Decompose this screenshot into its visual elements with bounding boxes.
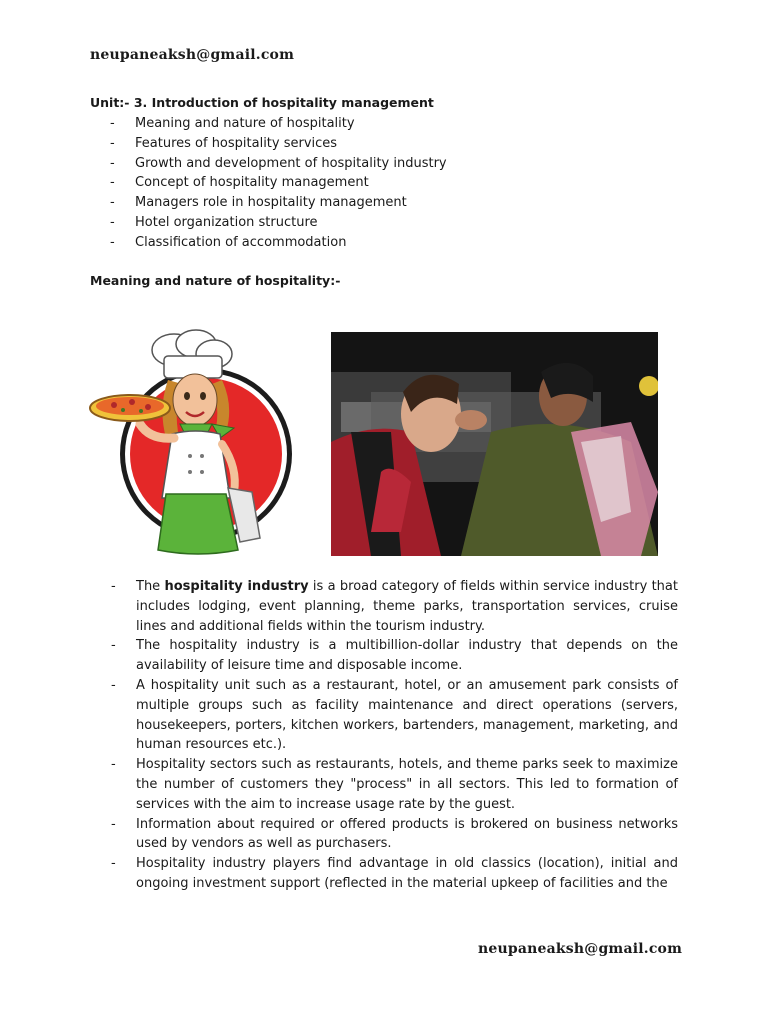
hospitality-photo bbox=[331, 332, 658, 556]
dash: - bbox=[111, 638, 116, 654]
dash: - bbox=[111, 816, 116, 832]
topic-text: Meaning and nature of hospitality bbox=[135, 116, 355, 131]
topic-text: Features of hospitality services bbox=[135, 135, 338, 151]
bullet-text: Hospitality industry players find advantage in old classics (location), initial and ongoing investment support (reflected in the material upkeep of facilities and the bbox=[136, 856, 678, 891]
bullet-text: Information about required or offered products is brokered on business networks used by vendors as well as purchasers. bbox=[136, 816, 678, 852]
list-item bbox=[110, 213, 447, 233]
topic-text: Growth and development of hospitality industry bbox=[135, 155, 447, 171]
list-item bbox=[110, 173, 447, 193]
topic-list bbox=[110, 114, 447, 253]
bullet-text: The hospitality industry is a multibillion-dollar industry that depends on the availability of leisure time and disposable income. bbox=[136, 638, 678, 674]
footer-email: neupaneaksh@gmail.com bbox=[478, 941, 683, 957]
bullet-bold-term: hospitality industry bbox=[164, 579, 309, 594]
topic-text: Concept of hospitality management bbox=[135, 175, 369, 191]
bullet-text: Hospitality sectors such as restaurants, hotels, and theme parks seek to maximize the number of customers they "process" in all sectors. This led to formation of services with the aim to increase usage rate by the guest. bbox=[136, 757, 678, 812]
topic-text: Managers role in hospitality management bbox=[135, 195, 407, 211]
section-title: Meaning and nature of hospitality:- bbox=[90, 273, 341, 288]
dash: - bbox=[111, 856, 116, 872]
list-item bbox=[110, 233, 447, 253]
dash: - bbox=[111, 579, 116, 594]
dash: - bbox=[110, 135, 115, 151]
list-item bbox=[110, 815, 678, 855]
list-item bbox=[110, 154, 447, 174]
dash: - bbox=[110, 155, 115, 171]
dash: - bbox=[111, 757, 116, 773]
dash: - bbox=[111, 677, 116, 693]
list-item bbox=[110, 134, 447, 154]
bullet-text-before: The bbox=[136, 579, 165, 594]
list-item bbox=[110, 577, 678, 636]
bullet-text: A hospitality unit such as a restaurant, hotel, or an amusement park consists of multiple groups such as facility maintenance and direct operations (servers, housekeepers, porters, kitchen workers, bartenders, management, marketing, and human resources etc.). bbox=[136, 677, 678, 753]
dash: - bbox=[110, 214, 115, 230]
dash: - bbox=[110, 195, 115, 211]
list-item bbox=[110, 636, 678, 676]
dash: - bbox=[110, 116, 115, 131]
list-item bbox=[110, 854, 678, 894]
unit-title: Unit:- 3. Introduction of hospitality management bbox=[90, 95, 434, 110]
list-item bbox=[110, 755, 678, 814]
topic-text: Classification of accommodation bbox=[135, 234, 347, 250]
hospitality-bullets bbox=[110, 577, 678, 894]
bullet-text-after: is a broad category of fields within service industry that includes lodging, event planning, theme parks, transportation services, cruise lines and additional fields within the tourism industry. bbox=[136, 579, 678, 634]
dash: - bbox=[110, 175, 115, 191]
topic-text: Hotel organization structure bbox=[135, 214, 318, 230]
dash: - bbox=[110, 234, 115, 250]
chef-illustration bbox=[88, 328, 300, 560]
list-item bbox=[110, 114, 447, 134]
photo-image bbox=[331, 332, 658, 556]
list-item bbox=[110, 676, 678, 755]
header-email: neupaneaksh@gmail.com bbox=[90, 47, 295, 63]
list-item bbox=[110, 193, 447, 213]
chef-icon bbox=[88, 328, 300, 560]
